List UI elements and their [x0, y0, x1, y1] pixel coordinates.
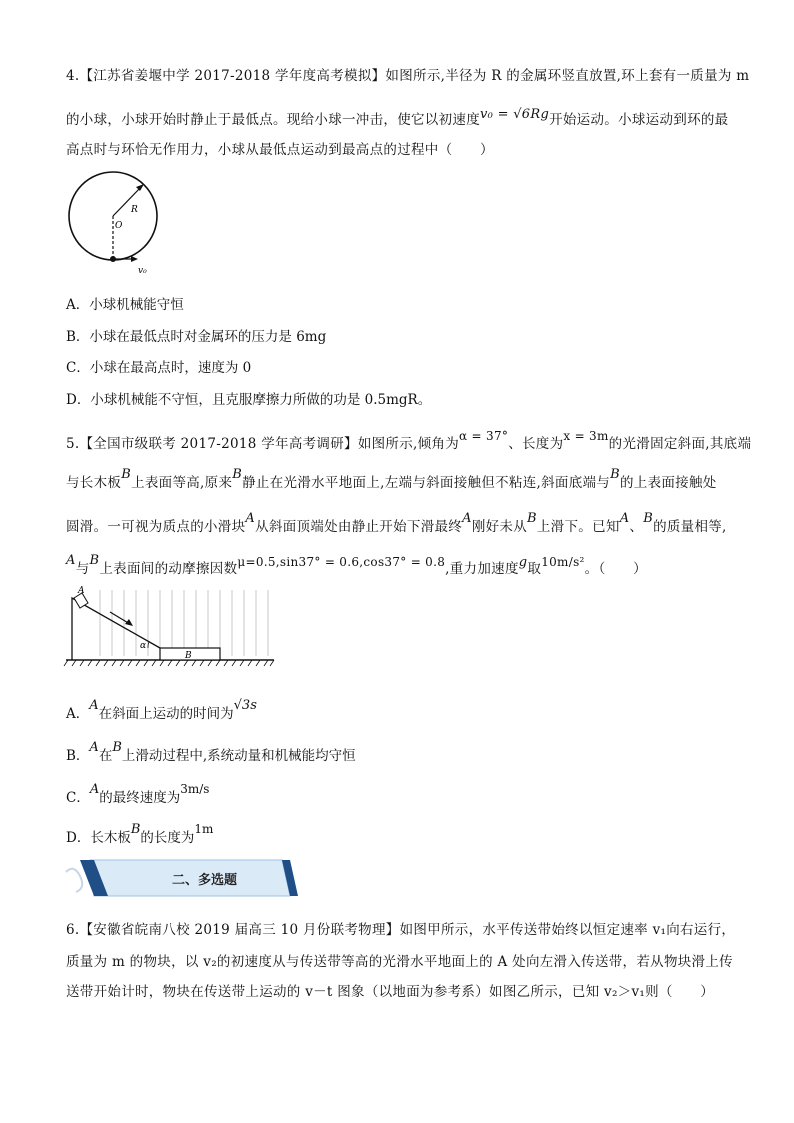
q5-option-a-text: 在斜面上运动的时间为	[98, 706, 234, 722]
q5-option-a-prefix: A．	[66, 706, 90, 722]
q5-var-g: g	[518, 555, 528, 570]
q6-line3: 送带开始计时，物块在传送带上运动的 v－t 图象（以地面为参考系）如图乙所示，已知 v₂＞v₁则（ ）	[66, 984, 715, 1000]
q5-line2-a: 与长木板	[66, 475, 122, 491]
q5-option-c	[66, 782, 210, 806]
q6-line2: 质量为 m 的物块，以 v₂的初速度从与传送带等高的光滑水平地面上的 A 处向左滑入传送带，若从物块滑上传	[66, 954, 733, 970]
q5-option-c-text: 的最终速度为	[99, 790, 181, 806]
velocity-arrowhead	[131, 256, 138, 262]
q5-option-a	[66, 698, 257, 722]
q5-mu-formula: μ=0.5,sin37° = 0.6,cos37° = 0.8	[237, 555, 446, 569]
q5-var-a: A	[89, 740, 99, 755]
ground-hatch	[64, 660, 274, 666]
incline	[72, 598, 160, 660]
q5-line4-c: ,重力加速度	[445, 561, 519, 577]
q5-option-c-prefix: C．	[66, 790, 90, 806]
q5-line1-c: 的光滑固定斜面,其底端	[608, 436, 752, 452]
q5-option-a-value: √3s	[233, 698, 257, 713]
q4-option-b: B．小球在最低点时对金属环的压力是 6mg	[66, 329, 327, 345]
q5-var-b: B	[112, 740, 122, 755]
section-banner	[60, 854, 300, 902]
q5-line2-c: 静止在光滑水平地面上,左端与斜面接触但不粘连,斜面底端与	[242, 475, 611, 491]
q4-ring-figure	[62, 170, 172, 278]
q5-line4-b: 上表面间的动摩擦因数	[99, 561, 238, 577]
q5-line3-f: 的质量相等,	[653, 519, 727, 535]
q5-line3-b: 从斜面顶端处由静止开始下滑最终	[255, 519, 463, 535]
q5-var-b: B	[643, 511, 654, 526]
section-title: 二、多选题	[172, 873, 238, 888]
q5-line2-d: 的上表面接触处	[619, 475, 717, 491]
background-grid	[100, 590, 268, 656]
label-O: O	[115, 221, 123, 231]
q5-var-b: B	[89, 553, 100, 568]
label-B: B	[185, 651, 192, 661]
q5-line2	[66, 467, 717, 491]
label-R: R	[131, 205, 138, 215]
q5-var-a: A	[66, 553, 76, 568]
q4-line1: 4.【江苏省姜堰中学 2017-2018 学年度高考模拟】如图所示,半径为 R 的金属环竖直放置,环上套有一质量为 m	[66, 68, 750, 84]
q4-line2	[66, 108, 728, 128]
q5-var-a: A	[89, 782, 100, 797]
q4-option-a: A．小球机械能守恒	[66, 297, 184, 313]
q5-var-a: A	[462, 511, 472, 526]
label-A: A	[78, 586, 85, 596]
q5-var-b: B	[121, 467, 132, 482]
q5-line3-e: 、	[629, 519, 644, 535]
q4-line2-text-b: 开始运动。小球运动到环的最	[549, 112, 729, 128]
slide-arrowhead	[125, 619, 133, 626]
q5-option-d-value: 1m	[194, 822, 214, 836]
q5-option-d-text: 的长度为	[140, 830, 195, 846]
q5-line4-d: 取	[527, 561, 542, 577]
q5-line4-a: 与	[75, 561, 90, 577]
q4-v0-formula: v₀ = √6Rg	[480, 107, 550, 122]
q5-line4	[66, 553, 647, 577]
q5-line3-a: 圆滑。一可视为质点的小滑块	[66, 519, 246, 535]
q5-line3	[66, 511, 727, 535]
q5-var-a: A	[245, 511, 256, 526]
q5-option-c-value: 3m/s	[180, 782, 210, 796]
q5-option-b	[66, 740, 356, 764]
q4-line3: 高点时与环恰无作用力，小球从最低点运动到最高点的过程中（ ）	[66, 142, 494, 158]
label-v0: v₀	[138, 266, 147, 276]
q5-option-b-prefix: B．	[66, 748, 90, 764]
q5-var-b: B	[527, 511, 537, 526]
q5-x: x = 3m	[563, 429, 609, 443]
q5-var-b: B	[610, 467, 620, 482]
q5-var-a: A	[89, 698, 99, 713]
q6-line1: 6.【安徽省皖南八校 2019 届高三 10 月份联考物理】如图甲所示，水平传送带始终以恒定速率 v₁向右运行，	[66, 922, 736, 938]
q5-var-b: B	[130, 822, 141, 837]
q5-incline-figure	[60, 584, 280, 668]
q4-line2-text-a: 的小球，小球开始时静止于最低点。现给小球一冲击，使它以初速度	[66, 112, 480, 128]
q4-option-d: D．小球机械能不守恒，且克服摩擦力所做的功是 0.5mgR。	[66, 392, 432, 408]
q5-option-b-mid: 在	[98, 748, 113, 764]
q4-option-c: C．小球在最高点时，速度为 0	[66, 360, 252, 376]
label-alpha: α	[140, 641, 147, 651]
radius-arrowhead	[136, 184, 144, 191]
q5-option-b-text: 上滑动过程中,系统动量和机械能均守恒	[121, 748, 356, 764]
q5-line4-e: 。（ ）	[584, 561, 647, 577]
q5-line1-a: 5.【全国市级联考 2017-2018 学年高考调研】如图所示,倾角为	[66, 436, 460, 452]
q5-g-value: 10m/s²	[541, 555, 585, 569]
banner-swirl	[66, 869, 82, 892]
q5-option-d	[66, 822, 214, 846]
q5-line3-c: 刚好未从	[471, 519, 528, 535]
q5-var-b: B	[232, 467, 243, 482]
q5-option-d-prefix: D．长木板	[66, 830, 131, 846]
q5-line3-d: 上滑下。已知	[536, 519, 620, 535]
q5-line2-b: 上表面等高,原来	[131, 475, 233, 491]
q5-var-a: A	[619, 511, 630, 526]
q5-line1-b: 、长度为	[508, 436, 564, 452]
q5-line1	[66, 429, 752, 452]
q5-alpha: α = 37°	[459, 429, 509, 443]
